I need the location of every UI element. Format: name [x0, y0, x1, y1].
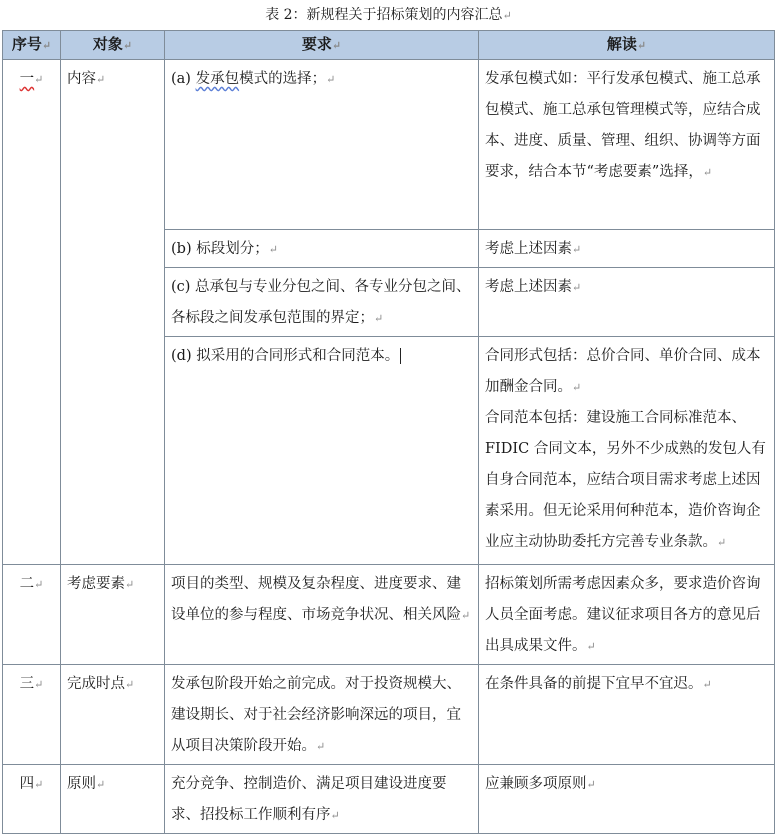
- row-number: 三↵: [3, 665, 61, 765]
- row-object: 完成时点↵: [61, 665, 165, 765]
- table-row: [3, 665, 775, 765]
- requirement-cell: (b) 标段划分；↵: [165, 230, 479, 268]
- paragraph-mark-icon: ↵: [502, 9, 512, 22]
- interpretation-cell: 考虑上述因素↵: [479, 230, 775, 268]
- table-row: [3, 765, 775, 834]
- interpretation-cell: 考虑上述因素↵: [479, 268, 775, 337]
- row-object: 考虑要素↵: [61, 565, 165, 665]
- interpretation-cell: 招标策划所需考虑因素众多，要求造价咨询人员全面考虑。建议征求项目各方的意见后出具成果文件。↵: [479, 565, 775, 665]
- row-object: 内容↵: [61, 60, 165, 565]
- requirement-cell: 发承包阶段开始之前完成。对于投资规模大、建设期长、对于社会经济影响深远的项目，宜从项目决策阶段开始。↵: [165, 665, 479, 765]
- row-number: 二↵: [3, 565, 61, 665]
- table-row: [3, 565, 775, 665]
- header-no: 序号↵: [3, 31, 61, 60]
- table-caption: [0, 4, 777, 26]
- interpretation-cell: 发承包模式如：平行发承包模式、施工总承包模式、施工总承包管理模式等，应结合成本、进度、质量、管理、组织、协调等方面要求，结合本节“考虑要素”选择，↵: [479, 60, 775, 230]
- requirement-cell: 充分竞争、控制造价、满足项目建设进度要求、招投标工作顺利有序↵: [165, 765, 479, 834]
- text-cursor-icon: [400, 348, 401, 364]
- interpretation-paragraph: 合同范本包括：建设施工合同标准范本、FIDIC 合同文本，另外不少成熟的发包人有自身合同范本，应结合项目需求考虑上述因素采用。但无论采用何种范本，造价咨询企业应主动协助委托方完善专业条款。↵: [485, 410, 766, 550]
- header-interpretation: 解读↵: [479, 31, 775, 60]
- interpretation-cell: [479, 337, 775, 565]
- caption-text: 表 2：新规程关于招标策划的内容汇总: [265, 7, 503, 23]
- interpretation-paragraph: 合同形式包括：总价合同、单价合同、成本加酬金合同。↵: [485, 348, 761, 395]
- header-requirement: 要求↵: [165, 31, 479, 60]
- row-object: 原则↵: [61, 765, 165, 834]
- requirement-cell: (a) 发承包模式的选择；↵: [165, 60, 479, 230]
- requirement-cell: (c) 总承包与专业分包之间、各专业分包之间、各标段之间发承包范围的界定；↵: [165, 268, 479, 337]
- header-row: [3, 31, 775, 60]
- header-object: 对象↵: [61, 31, 165, 60]
- row-number: 一↵: [3, 60, 61, 565]
- interpretation-cell: 应兼顾多项原则↵: [479, 765, 775, 834]
- table-row: [3, 60, 775, 230]
- requirement-cell: 项目的类型、规模及复杂程度、进度要求、建设单位的参与程度、市场竞争状况、相关风险↵: [165, 565, 479, 665]
- interpretation-cell: 在条件具备的前提下宜早不宜迟。↵: [479, 665, 775, 765]
- summary-table: [2, 30, 775, 834]
- requirement-cell: (d) 拟采用的合同形式和合同范本。: [165, 337, 479, 565]
- row-number: 四↵: [3, 765, 61, 834]
